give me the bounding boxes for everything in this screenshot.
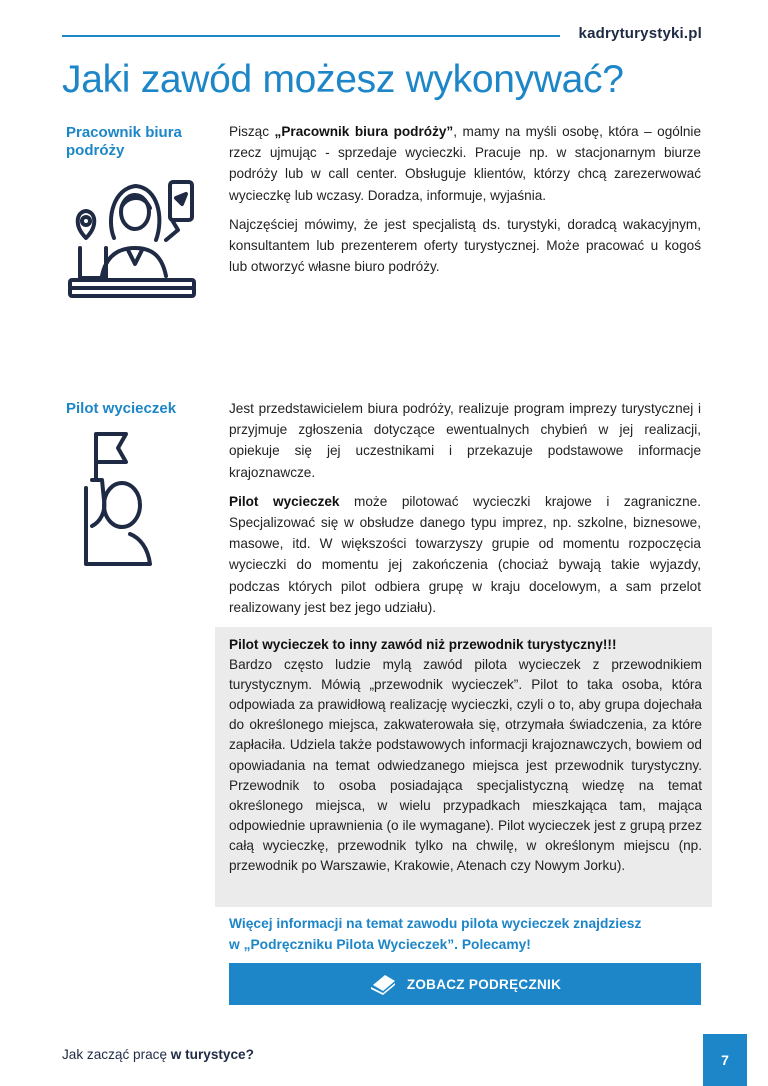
section1-paragraph-1 xyxy=(229,121,701,206)
footer-title-pre: Jak zacząć pracę xyxy=(62,1047,171,1062)
section2-paragraph-1: Jest przedstawicielem biura podróży, realizuje program imprezy turystycznej i przyjmuje zgłoszenia dotyczące ewentualnych chybień w jej realizacji, opiekuje się jej uczestnikami i przekazuje podstawowe informacje krajoznawcze. xyxy=(229,401,701,480)
page-title: Jaki zawód możesz wykonywać? xyxy=(62,58,624,101)
site-url[interactable]: kadryturystyki.pl xyxy=(578,25,702,42)
section1-p1-bold: „Pracownik biura podróży” xyxy=(274,124,454,139)
section2-p2-post: może pilotować wycieczki krajowe i zagraniczne. Specjalizować się w obsłudze danego typu imprez, np. szkolne, biznesowe, masowe, itd. W większości towarzyszy grupie od momentu rozpoczęcia wycieczki do momentu jej zakończenia (chociaż bywają takie wyjazdy, podczas których pilot odbiera grupę w kraju docelowym, a sam przelot realizowany jest bez jego udziału). xyxy=(229,493,701,615)
tour-guide-flag-icon xyxy=(78,430,168,568)
section-title-tour-guide: Pilot wycieczek xyxy=(66,400,177,417)
travel-agent-icon xyxy=(66,178,198,304)
more-info-line-2[interactable]: w „Podręczniku Pilota Wycieczek”. Polecamy! xyxy=(229,937,531,952)
more-info-line-1[interactable]: Więcej informacji na temat zawodu pilota wycieczek znajdziesz xyxy=(229,916,642,931)
section1-paragraph-2: Najczęściej mówimy, że jest specjalistą ds. turystyki, doradcą wakacyjnym, konsultantem lub prezenterem oferty turystycznej. Może pracować u kogoś lub otworzyć własne biuro podróży. xyxy=(229,216,701,275)
footer-title xyxy=(62,1047,254,1062)
section1-p1-post: , mamy na myśli osobę, która – ogólnie rzecz ujmując - sprzedaje wycieczki. Pracuje np. w stacjonarnym biurze podróży lub w call center. Obsługuje klientów, którzy chcą zarezerwować wycieczkę lub wczasy. Doradza, informuje, wyjaśnia. xyxy=(229,124,701,203)
header-rule xyxy=(62,35,560,37)
note-box xyxy=(215,627,712,907)
see-handbook-label: ZOBACZ PODRĘCZNIK xyxy=(406,976,562,992)
footer-title-bold: w turystyce? xyxy=(170,1047,254,1062)
note-heading: Pilot wycieczek to inny zawód niż przewodnik turystyczny!!! xyxy=(229,637,617,652)
section1-p1-pre: Pisząc xyxy=(229,124,275,139)
section-title-travel-agent: Pracownik biura podróży xyxy=(66,124,182,159)
note-body: Bardzo często ludzie mylą zawód pilota wycieczek z przewodnikiem turystycznym. Mówią „przewodnik wycieczek”. Pilot to taka osoba, która odpowiada za prawidłową realizację wycieczki, czyli o to, aby grupa dojechała do określonego miejsca, zakwaterowała się, otrzymała świadczenia, za które zapłaciła. Udziela także podstawowych informacji krajoznawczych, bowiem od opowiadania na temat odwiedzanego miejsca jest przewodnik turystyczny. Przewodnik to osoba posiadająca specjalistyczną wiedzę na temat określonego miejsca, w wielu przypadkach mieszkająca tam, mająca odpowiednie uprawnienia (o ile wymagane). Pilot wycieczek jest z grupą przez całą wycieczkę, przewodnik tylko na chwilę, w określonym miejscu (np. przewodnik po Warszawie, Krakowie, Atenach czy Nowym Jorku). xyxy=(229,657,702,874)
section1-body xyxy=(229,121,701,285)
book-icon xyxy=(369,973,397,995)
section2-paragraph-2 xyxy=(229,491,701,618)
section2-p2-bold: Pilot wycieczek xyxy=(229,493,340,509)
see-handbook-button[interactable] xyxy=(229,963,701,1005)
section2-body xyxy=(229,398,701,626)
more-info[interactable] xyxy=(229,913,701,955)
page-number: 7 xyxy=(703,1034,747,1086)
